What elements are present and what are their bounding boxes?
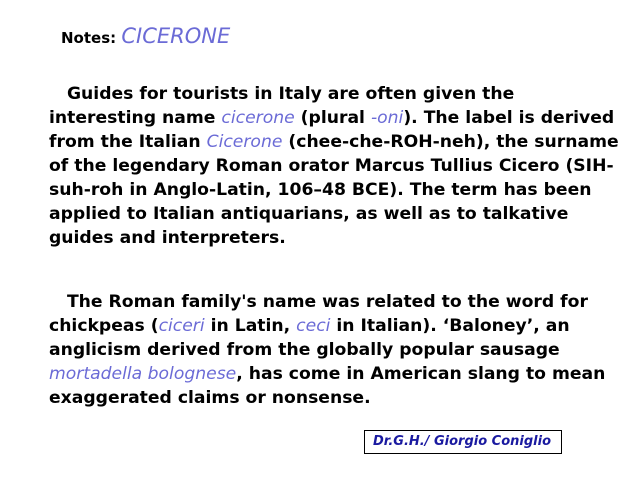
paragraph-text: (chee-che-ROH-neh), the surname of the legendary Roman orator Marcus Tullius Cicero (SIH-suh-roh in Anglo-Latin, 106–48 BCE). The term has been applied to Italian antiquarians, as well as to talkative guides and interpreters. bbox=[49, 132, 619, 248]
term-ceci: ceci bbox=[296, 316, 331, 336]
term-cicerone: cicerone bbox=[221, 108, 295, 128]
paragraph-text: (plural bbox=[294, 108, 371, 128]
paragraph-text: The Roman family's name was related to the word for chickpeas ( bbox=[49, 292, 588, 336]
paragraph-indent bbox=[49, 292, 67, 312]
paragraph-text: ). The label is derived from the Italian bbox=[49, 108, 615, 152]
paragraph-chickpeas-baloney bbox=[49, 290, 619, 410]
paragraph-cicerone-origin bbox=[49, 82, 619, 250]
paragraph-text: in Italian). ‘Baloney’, an anglicism derived from the globally popular sausage bbox=[49, 316, 570, 360]
term-ciceri: ciceri bbox=[158, 316, 205, 336]
page-title: CICERONE bbox=[121, 24, 231, 48]
term-cicerone-italian: Cicerone bbox=[206, 132, 283, 152]
term-mortadella-bolognese: mortadella bolognese bbox=[49, 364, 237, 384]
notes-heading bbox=[61, 24, 230, 48]
paragraph-text: Guides for tourists in Italy are often given the interesting name bbox=[49, 84, 515, 128]
notes-label: Notes: bbox=[61, 29, 122, 47]
paragraph-text: in Latin, bbox=[204, 316, 297, 336]
paragraph-indent bbox=[49, 84, 67, 104]
paragraph-text: , has come in American slang to mean exaggerated claims or nonsense. bbox=[49, 364, 606, 408]
author-signature-box: Dr.G.H./ Giorgio Coniglio bbox=[364, 430, 562, 454]
term-plural-oni: -oni bbox=[370, 108, 404, 128]
